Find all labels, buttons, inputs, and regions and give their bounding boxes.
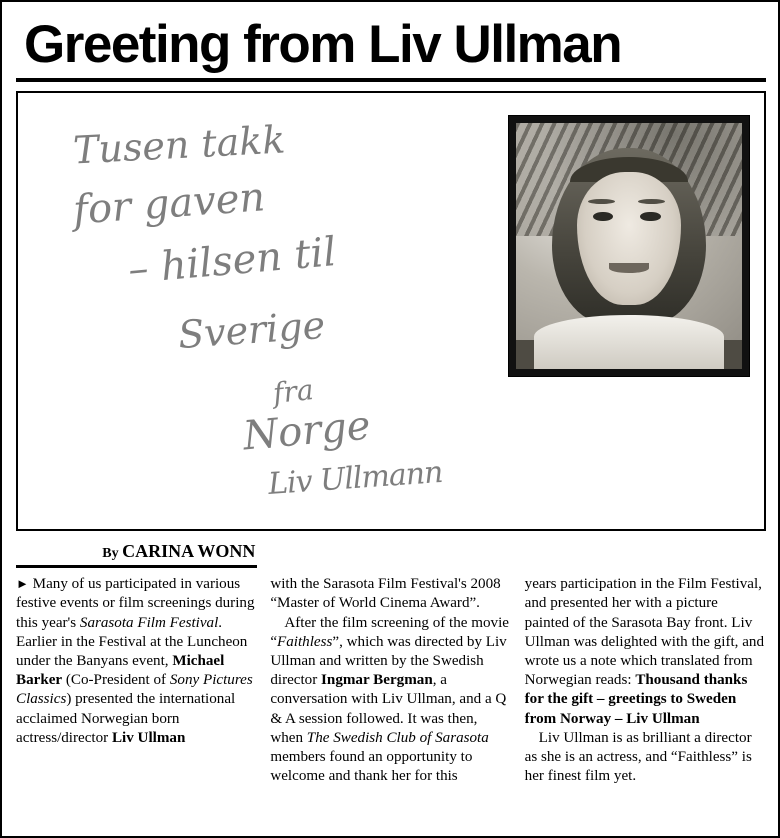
byline-cell — [16, 539, 257, 568]
text-italic: Sarasota Film Festival — [79, 614, 219, 631]
text-bold: Liv Ullman — [111, 729, 186, 746]
portrait-photo — [516, 123, 742, 369]
text-bold: Thousand thanks for the gift – greetings to Sweden from Norway – Liv Ullman — [524, 672, 748, 727]
handwriting-line-6: Norge — [241, 402, 373, 460]
text-italic: Sony Pictures Classics — [16, 672, 253, 708]
article-column-1 — [16, 575, 257, 787]
paragraph — [525, 575, 766, 729]
photo-collar — [534, 315, 724, 369]
article-inner — [16, 12, 766, 828]
text-run: . Earlier in the Festival at the Luncheon under the Banyans event, — [16, 614, 248, 669]
paragraph — [270, 575, 511, 613]
paragraph — [270, 614, 511, 787]
portrait-photo-frame — [508, 115, 750, 377]
text-italic: The Swedish Club of Sarasota — [306, 729, 489, 746]
text-italic: Faithless — [277, 633, 333, 650]
text-run: , a conversation with Liv Ullman, and a Q & A session followed. It was then, when — [270, 672, 507, 746]
text-bold: Michael Barker — [16, 652, 225, 689]
photo-eye-right — [640, 212, 660, 222]
article-column-2 — [270, 575, 511, 787]
text-run: ) presented the international acclaimed Norwegian born actress/director — [16, 691, 236, 746]
text-run: members found an opportunity to welcome and thank her for this — [270, 749, 473, 785]
handwriting-line-1: Tusen takk — [71, 117, 287, 173]
article-columns — [16, 575, 766, 787]
handwritten-note-panel — [16, 91, 766, 531]
text-run: Liv Ullman is as brilliant a director as she is an actress, and “Faithless” is her finest film yet. — [524, 729, 752, 785]
text-run: (Co-President of — [62, 672, 170, 689]
page-title: Greeting from Liv Ullman — [24, 15, 622, 74]
handwriting-area — [18, 93, 488, 529]
byline-spacer-2 — [525, 539, 766, 568]
paragraph — [16, 575, 257, 748]
byline — [16, 539, 257, 568]
handwriting-line-5: fra — [271, 373, 316, 411]
text-bold: Ingmar Bergman — [321, 672, 433, 689]
handwriting-line-2: for gaven — [71, 174, 267, 234]
text-run: with the Sarasota Film Festival's 2008 “Master of World Cinema Award”. — [270, 576, 501, 612]
byline-prefix: By — [102, 546, 123, 562]
text-run: Many of us participated in various festive events or film screenings during this year's — [16, 576, 255, 631]
byline-spacer-1 — [270, 539, 511, 568]
headline-block — [16, 15, 766, 82]
handwriting-line-4: Sverige — [176, 302, 327, 358]
byline-row — [16, 539, 766, 568]
paragraph — [525, 729, 766, 787]
handwriting-signature: Liv Ullmann — [266, 455, 444, 503]
byline-author: CARINA WONN — [122, 541, 256, 562]
text-run: ”, which was directed by Liv Ullman and written by the Swedish director — [270, 633, 507, 689]
photo-face — [577, 172, 681, 305]
handwriting-line-3: – hilsen til — [126, 229, 339, 294]
article-column-3 — [525, 575, 766, 787]
lead-bullet-icon: ► — [16, 576, 29, 592]
text-run: years participation in the Film Festival, and presented her with a picture painted of the Sarasota Bay front. Liv Ullman was delighted with the gift, and wrote us a note which translated from Norwegian reads: — [524, 576, 765, 689]
text-run: After the film screening of the movie “ — [270, 614, 509, 650]
